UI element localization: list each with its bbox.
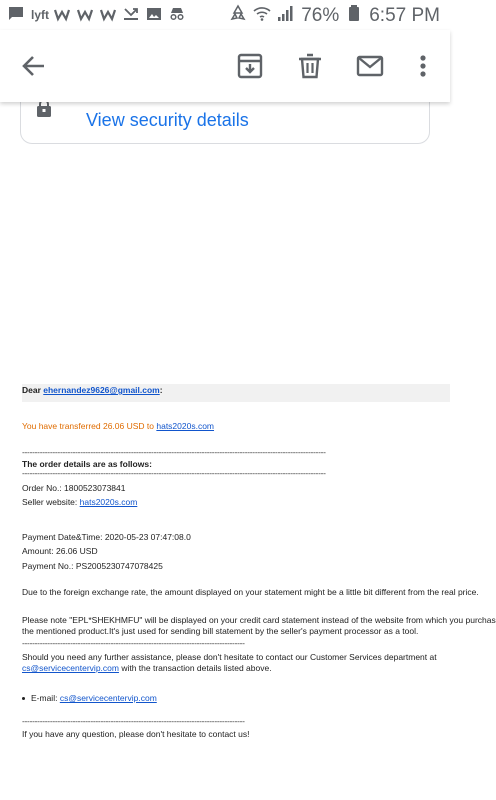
statement-note-line2: the mentioned product.It's just used for sending bill statement by the seller's payment processor as a tool. [22,626,419,636]
assist-email-link[interactable]: cs@servicecentervip.com [22,663,119,673]
divider: ------------------------------------------------------------------------------------------------------------------------ [22,468,326,478]
w-icon [100,6,116,22]
delete-button[interactable] [292,48,328,84]
system-status [229,4,440,27]
lyft-icon [31,6,47,22]
image-icon [146,6,162,22]
contact-email-link[interactable]: cs@servicecentervip.com [59,693,157,703]
more-vert-icon [409,52,437,80]
statement-note-line1: Please note "EPL*SHEKHMFU" will be displayed on your credit card statement instead of the website from which you purchas [22,615,496,625]
notification-icons [8,6,185,22]
payment-datetime: Payment Date&Time: 2020-05-23 07:47:08.0 [22,532,191,542]
greeting: Dear ehernandez9626@gmail.com: [22,385,163,395]
fx-note: Due to the foreign exchange rate, the amount displayed on your statement might be a little bit different from the real price. [22,587,479,597]
recipient-email-link[interactable]: ehernandez9626@gmail.com [43,385,160,395]
svg-text:lyft: lyft [31,8,49,22]
order-number: Order No.: 1800523073841 [22,483,126,493]
back-arrow-icon [20,52,48,80]
battery-percent: 76% [301,4,340,26]
recycle-icon [229,4,247,27]
amount: Amount: 26.06 USD [22,546,98,556]
back-button[interactable] [16,48,52,84]
w-icon [77,6,93,22]
divider: ---------------------------------------------------------------------------------------- [22,716,245,726]
app-bar [0,30,450,102]
closing-line: If you have any question, please don't hesitate to contact us! [22,729,250,739]
divider: ---------------------------------------------------------------------------------------- [22,638,245,648]
divider: ------------------------------------------------------------------------------------------------------------------------ [22,447,326,457]
w-icon [54,6,70,22]
bullet [22,697,25,700]
lock-icon [35,100,53,118]
delete-icon [296,52,324,80]
contact-email-item: E-mail: cs@servicecentervip.com [22,693,157,704]
payment-number: Payment No.: PS2005230747078425 [22,561,163,571]
missed-call-icon [123,6,139,22]
seller-website: Seller website: hats2020s.com [22,497,138,507]
mark-unread-button[interactable] [352,48,388,84]
wifi-icon [253,4,271,27]
battery-icon [345,4,363,27]
more-options-button[interactable] [405,48,441,84]
incognito-icon [169,6,185,22]
clock: 6:57 PM [369,4,440,26]
status-bar [0,0,450,30]
assist-line1: Should you need any further assistance, please don't hesitate to contact our Customer Services department at [22,652,437,662]
transfer-site-link[interactable]: hats2020s.com [156,421,215,431]
assist-line2: cs@servicecentervip.com with the transaction details listed above. [22,663,272,673]
view-security-details-link[interactable]: View security details [86,110,249,130]
archive-button[interactable] [232,48,268,84]
seller-site-link[interactable]: hats2020s.com [79,497,138,507]
signal-icon [277,4,295,27]
chat-icon [8,6,24,22]
archive-icon [236,52,264,80]
order-heading: The order details are as follows: [22,459,152,469]
mail-icon [356,52,384,80]
transfer-line: You have transferred 26.06 USD to hats2020s.com [22,421,215,431]
